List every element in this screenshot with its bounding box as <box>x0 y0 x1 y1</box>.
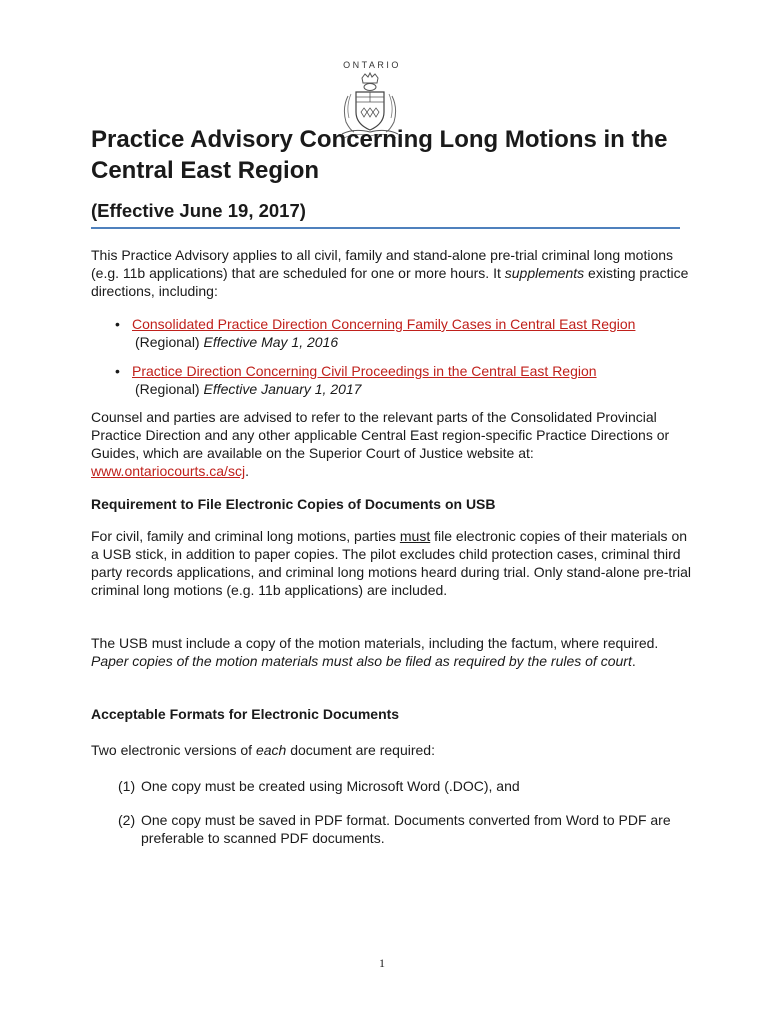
document-title: Practice Advisory Concerning Long Motions in the Central East Region <box>91 126 668 184</box>
usb-text-3: The USB must include a copy of the motion materials, including the factum, where required. <box>91 635 659 651</box>
counsel-text: Counsel and parties are advised to refer to the relevant parts of the Consolidated Provincial Practice Direction and any other applicable Central East region-specific Practice Directions or Guides, which are available on the Superior Court of Justice website at: <box>91 409 670 461</box>
title-divider <box>91 227 680 229</box>
direction-region: (Regional) <box>135 334 204 350</box>
direction-effective-date: Effective May 1, 2016 <box>203 334 339 350</box>
usb-paragraph-2 <box>91 634 691 670</box>
direction-effective-date: Effective January 1, 2017 <box>203 381 362 397</box>
usb-section-heading: Requirement to File Electronic Copies of Documents on USB <box>91 496 496 512</box>
numbered-list-item <box>118 777 678 795</box>
counsel-paragraph <box>91 408 691 480</box>
formats-intro <box>91 741 691 759</box>
item-text: One copy must be created using Microsoft Word (.DOC), and <box>141 778 520 794</box>
direction-list-item <box>115 315 695 351</box>
item-number: (1) <box>118 778 136 794</box>
usb-text-1: For civil, family and criminal long motions, parties <box>91 528 400 544</box>
formats-text-2: document are required: <box>286 742 435 758</box>
formats-text-1: Two electronic versions of <box>91 742 256 758</box>
page-number: 1 <box>379 956 385 970</box>
numbered-list-item <box>118 811 678 847</box>
formats-section-heading: Acceptable Formats for Electronic Documents <box>91 706 400 722</box>
bullet-icon: • <box>115 316 120 332</box>
item-number: (2) <box>118 812 136 828</box>
bullet-icon: • <box>115 363 120 379</box>
usb-text-end: . <box>631 653 636 669</box>
intro-paragraph <box>91 246 691 300</box>
family-cases-direction-link[interactable]: Consolidated Practice Direction Concerning Family Cases in Central East Region <box>132 316 636 332</box>
civil-proceedings-direction-link[interactable]: Practice Direction Concerning Civil Proceedings in the Central East Region <box>132 363 597 379</box>
effective-date-subtitle: (Effective June 19, 2017) <box>91 200 306 221</box>
counsel-end: . <box>245 463 249 479</box>
direction-region: (Regional) <box>135 381 204 397</box>
must-emphasis: must <box>399 528 431 544</box>
intro-emphasis: supplements <box>504 265 585 281</box>
usb-text-2: file electronic copies of their materials on a USB stick, in addition to paper copies. The pilot excludes child protection cases, criminal third party records applications, and criminal long motions heard during trial. Only stand-alone pre-trial criminal long motions (e.g. 11b applications) are included. <box>91 528 691 598</box>
crest-label: ONTARIO <box>343 60 401 70</box>
usb-paragraph-1 <box>91 527 691 599</box>
ontario-courts-website-link[interactable]: www.ontariocourts.ca/scj <box>91 463 246 479</box>
direction-list-item <box>115 362 695 398</box>
paper-copies-note: Paper copies of the motion materials must also be filed as required by the rules of court <box>91 653 632 669</box>
intro-text-2: existing practice directions, including: <box>91 265 689 299</box>
intro-text-1: This Practice Advisory applies to all civil, family and stand-alone pre-trial criminal long motions (e.g. 11b applications) that are scheduled for one or more hours. It <box>91 247 674 281</box>
each-emphasis: each <box>255 742 287 758</box>
item-text: One copy must be saved in PDF format. Documents converted from Word to PDF are preferable to scanned PDF documents. <box>141 812 671 846</box>
